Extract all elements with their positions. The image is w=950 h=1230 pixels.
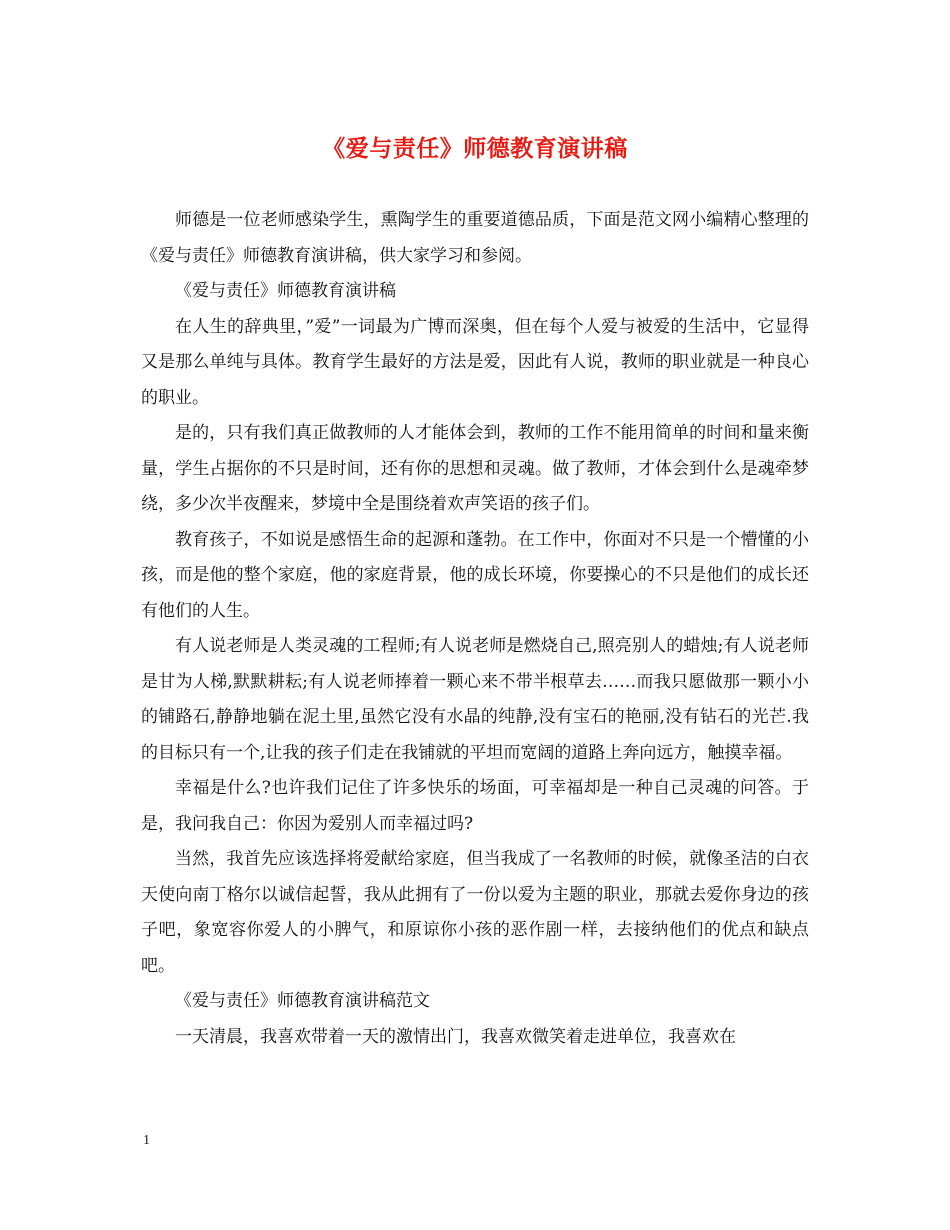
paragraph: 幸福是什么?也许我们记住了许多快乐的场面，可幸福却是一种自己灵魂的问答。于是，我问我自己：你因为爱别人而幸福过吗? — [141, 778, 809, 834]
document-title: 《爱与责任》师德教育演讲稿 — [322, 135, 628, 162]
paragraph: 在人生的辞典里，”爱”一词最为广博而深奥，但在每个人爱与被爱的生活中，它显得又是那么单纯与具体。教育学生最好的方法是爱，因此有人说，教师的职业就是一种良心的职业。 — [141, 316, 809, 408]
paragraph: 一天清晨，我喜欢带着一天的激情出门，我喜欢微笑着走进单位，我喜欢在 — [175, 1026, 736, 1047]
document-body — [141, 203, 809, 1055]
paragraph: 当然，我首先应该选择将爱献给家庭，但当我成了一名教师的时候，就像圣洁的白衣天使向南丁格尔以诚信起誓，我从此拥有了一份以爱为主题的职业，那就去爱你身边的孩子吧，象宽容你爱人的小脾气，和原谅你小孩的恶作剧一样，去接纳他们的优点和缺点吧。 — [141, 849, 809, 976]
paragraph-subtitle: 《爱与责任》师德教育演讲稿 — [175, 281, 396, 301]
paragraph-intro: 师德是一位老师感染学生，熏陶学生的重要道德品质，下面是范文网小编精心整理的《爱与责任》师德教育演讲稿，供大家学习和参阅。 — [141, 210, 809, 266]
paragraph: 有人说老师是人类灵魂的工程师;有人说老师是燃烧自己,照亮别人的蜡烛;有人说老师是甘为人梯,默默耕耘;有人说老师捧着一颗心来不带半根草去……而我只愿做那一颗小小的铺路石,静静地躺在泥土里,虽然它没有水晶的纯静,没有宝石的艳丽,没有钻石的光芒.我的目标只有一个,让我的孩子们走在我铺就的平坦而宽阔的道路上奔向远方，触摸幸福。 — [141, 636, 809, 763]
paragraph: 教育孩子，不如说是感悟生命的起源和蓬勃。在工作中，你面对不只是一个懵懂的小孩，而是他的整个家庭，他的家庭背景，他的成长环境，你要操心的不只是他们的成长还有他们的人生。 — [141, 529, 809, 621]
page-number: 1 — [143, 1133, 150, 1148]
paragraph: 是的，只有我们真正做教师的人才能体会到，教师的工作不能用简单的时间和量来衡量，学生占据你的不只是时间，还有你的思想和灵魂。做了教师，才体会到什么是魂牵梦绕，多少次半夜醒来，梦境中全是围绕着欢声笑语的孩子们。 — [141, 423, 809, 514]
paragraph-subtitle: 《爱与责任》师德教育演讲稿范文 — [175, 991, 430, 1011]
